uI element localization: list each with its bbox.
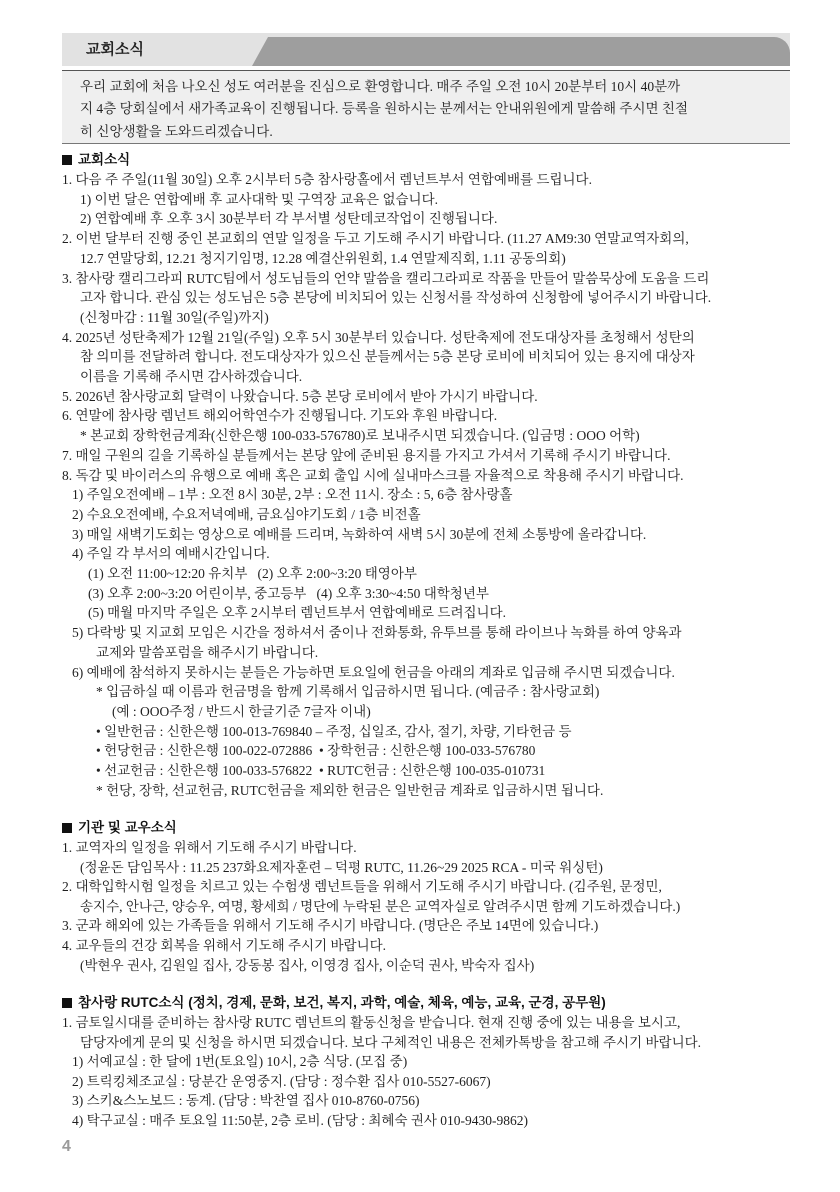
member-news-item-4-cont: (박현우 권사, 김원일 집사, 강동봉 집사, 이영경 집사, 이순덕 권사, 박숙자 집사) [80,957,535,973]
rutc-activity-table-tennis: 4) 탁구교실 : 매주 토요일 11:50분, 2층 로비. (담당 : 최혜숙 권사 010-9430-9862) [72,1112,529,1128]
square-bullet-icon [62,823,72,833]
section-heading [62,993,792,1013]
church-news-item-4-cont-1: 참 의미를 전달하려 합니다. 전도대상자가 있으신 분들께서는 5층 본당 로비에 비치되어 있는 용지에 대상자 [80,349,695,365]
square-bullet-icon [62,998,72,1008]
member-news-item-2: 2. 대학입학시험 일정을 치르고 있는 수험생 렘넌트들을 위해서 기도해 주시기 바랍니다. (김주원, 문정민, [62,879,662,895]
department-schedule-line-2: (3) 오후 2:00~3:20 어린이부, 중고등부 (4) 오후 3:30~4:50 대학청년부 [88,585,489,601]
welcome-intro-line-1: 우리 교회에 처음 나오신 성도 여러분을 진심으로 환영합니다. 매주 주일 오전 10시 20분부터 10시 40분까 [80,79,681,94]
church-news-item-6: 6. 연말에 참사랑 렘넌트 해외어학연수가 진행됩니다. 기도와 후원 바랍니다. [62,408,498,424]
church-news-item-1-sub-1: 1) 이번 달은 연합예배 후 교사대학 및 구역장 교육은 없습니다. [80,191,438,207]
church-news-item-1: 1. 다음 주 주일(11월 30일) 오후 2시부터 5층 참사랑홀에서 렘넌트부서 연합예배를 드립니다. [62,172,592,187]
page-title: 교회소식 [86,41,144,58]
church-news-item-5: 5. 2026년 참사랑교회 달력이 나왔습니다. 5층 본당 로비에서 받아 가시기 바랍니다. [62,388,538,404]
church-news-item-6-note: * 본교회 장학헌금계좌(신한은행 100-033-576780)로 보내주시면 되겠습니다. (입금명 : OOO 어학) [80,428,640,444]
member-news-section [62,818,792,975]
church-news-item-3: 3. 참사랑 캘리그라피 RUTC팀에서 성도님들의 언약 말씀을 캘리그라피로 작품을 만들어 말씀묵상에 도움을 드리 [62,270,710,286]
rutc-activity-calligraphy: 1) 서예교실 : 한 달에 1번(토요일) 10시, 2층 식당. (모집 중) [72,1054,408,1070]
member-news-item-1-cont: (정윤돈 담임목사 : 11.25 237화요제자훈련 – 덕평 RUTC, 11.26~29 2025 RCA - 미국 워싱턴) [80,859,603,875]
account-general-offering: • 일반헌금 : 신한은행 100-013-769840 – 주정, 십일조, 감사, 절기, 차량, 기타헌금 등 [96,723,572,739]
department-schedule-line-1: (1) 오전 11:00~12:20 유치부 (2) 오후 2:00~3:20 태영아부 [88,566,417,582]
member-news-item-2-cont: 송지수, 안나근, 양승우, 여명, 황세희 / 명단에 누락된 분은 교역자실로 알려주시면 함께 기도하겠습니다.) [80,898,681,914]
offering-account-note: * 헌당, 장학, 선교헌금, RUTC헌금을 제외한 헌금은 일반헌금 계좌로 입금하시면 됩니다. [96,782,604,798]
section-heading-text: 참사랑 RUTC소식 (정치, 경제, 문화, 보건, 복지, 과학, 예술, 체육, 예능, 교육, 군경, 공무원) [78,995,606,1010]
rutc-news-item-1-cont: 담당자에게 문의 및 신청을 하시면 되겠습니다. 보다 구체적인 내용은 전체카톡방을 참고해 주시기 바랍니다. [80,1034,702,1050]
church-news-item-8-sub-5: 5) 다락방 및 지교회 모임은 시간을 정하셔서 줌이나 전화통화, 유투브를 통해 라이브나 녹화를 하여 양육과 [72,625,682,641]
member-news-item-1: 1. 교역자의 일정을 위해서 기도해 주시기 바랍니다. [62,840,357,855]
church-news-item-8-sub-6: 6) 예배에 참석하지 못하시는 분들은 가능하면 토요일에 헌금을 아래의 계좌로 입금해 주시면 되겠습니다. [72,664,675,680]
page-header-bar [62,33,790,66]
church-news-item-8-sub-3: 3) 매일 새벽기도회는 영상으로 예배를 드리며, 녹화하여 새벽 5시 30분에 전체 소통방에 올라갑니다. [72,526,647,542]
church-news-item-3-cont: 고자 합니다. 관심 있는 성도님은 5층 본당에 비치되어 있는 신청서를 작성하여 신청함에 넣어주시기 바랍니다. [80,290,712,306]
church-news-item-2-cont: 12.7 연말당회, 12.21 청지기임명, 12.28 예결산위원회, 1.4 연말제직회, 1.11 공동의회) [80,250,566,266]
welcome-intro-box [62,70,790,144]
church-news-item-8-sub-2: 2) 수요오전예배, 수요저녁예배, 금요심야기도회 / 1층 비전홀 [72,506,421,522]
offering-deposit-note: * 입금하실 때 이름과 헌금명을 함께 기록해서 입금하시면 됩니다. (예금주 : 참사랑교회) [96,684,600,700]
welcome-intro-line-2: 지 4층 당회실에서 새가족교육이 진행됩니다. 등록을 원하시는 분께서는 안내위원에게 말씀해 주시면 친절 [80,101,689,117]
offering-deposit-example: (예 : OOO주정 / 반드시 한글기준 7글자 이내) [112,703,371,719]
church-news-item-8-sub-4: 4) 주일 각 부서의 예배시간입니다. [72,546,270,562]
square-bullet-icon [62,155,72,165]
rutc-news-section [62,993,792,1131]
church-news-item-8-sub-5-cont: 교제와 말씀포럼을 해주시기 바랍니다. [96,644,319,660]
member-news-item-4: 4. 교우들의 건강 회복을 위해서 기도해 주시기 바랍니다. [62,937,387,953]
church-news-item-1-sub-2: 2) 연합예배 후 오후 3시 30분부터 각 부서별 성탄데코작업이 진행됩니다. [80,211,498,227]
welcome-intro-line-3: 히 신앙생활을 도와드리겠습니다. [80,123,273,139]
accounts-building-scholarship: • 헌당헌금 : 신한은행 100-022-072886 • 장학헌금 : 신한은행 100-033-576780 [96,743,536,759]
rutc-news-item-1: 1. 금토일시대를 준비하는 참사랑 RUTC 렘넌트의 활동신청을 받습니다. 현재 진행 중에 있는 내용을 보시고, [62,1015,681,1030]
section-heading [62,150,792,170]
church-news-item-4: 4. 2025년 성탄축제가 12월 21일(주일) 오후 5시 30분부터 있습니다. 성탄축제에 전도대상자를 초청해서 성탄의 [62,329,695,345]
member-news-item-3: 3. 군과 해외에 있는 가족들을 위해서 기도해 주시기 바랍니다. (명단은 주보 14면에 있습니다.) [62,918,599,934]
church-news-item-7: 7. 매일 구원의 길을 기록하실 분들께서는 본당 앞에 준비된 용지를 가지고 가셔서 기록해 주시기 바랍니다. [62,447,671,463]
header-decorative-band [252,37,790,66]
page-number: 4 [62,1138,71,1155]
rutc-activity-ski: 3) 스키&스노보드 : 동계. (담당 : 박찬열 집사 010-8760-0756) [72,1093,420,1109]
department-schedule-line-3: (5) 매월 마지막 주일은 오후 2시부터 렘넌트부서 연합예배로 드려집니다. [88,605,507,621]
church-news-item-4-cont-2: 이름을 기록해 주시면 감사하겠습니다. [80,369,303,385]
church-news-section [62,150,792,801]
church-news-item-2: 2. 이번 달부터 진행 중인 본교회의 연말 일정을 두고 기도해 주시기 바랍니다. (11.27 AM9:30 연말교역자회의, [62,231,689,247]
church-news-item-8: 8. 독감 및 바이러스의 유행으로 예배 혹은 교회 출입 시에 실내마스크를 자율적으로 착용해 주시기 바랍니다. [62,467,684,483]
section-heading-text: 기관 및 교우소식 [78,820,177,835]
accounts-mission-rutc: • 선교헌금 : 신한은행 100-033-576822 • RUTC헌금 : 신한은행 100-035-010731 [96,763,546,779]
section-heading [62,818,792,838]
church-news-item-3-deadline: (신청마감 : 11월 30일(주일)까지) [80,309,269,325]
church-news-item-8-sub-1: 1) 주일오전예배 – 1부 : 오전 8시 30분, 2부 : 오전 11시. 장소 : 5, 6층 참사랑홀 [72,487,513,503]
rutc-activity-tricking: 2) 트릭킹체조교실 : 당분간 운영중지. (담당 : 정수환 집사 010-5527-6067) [72,1073,491,1089]
section-heading-text: 교회소식 [78,152,131,167]
